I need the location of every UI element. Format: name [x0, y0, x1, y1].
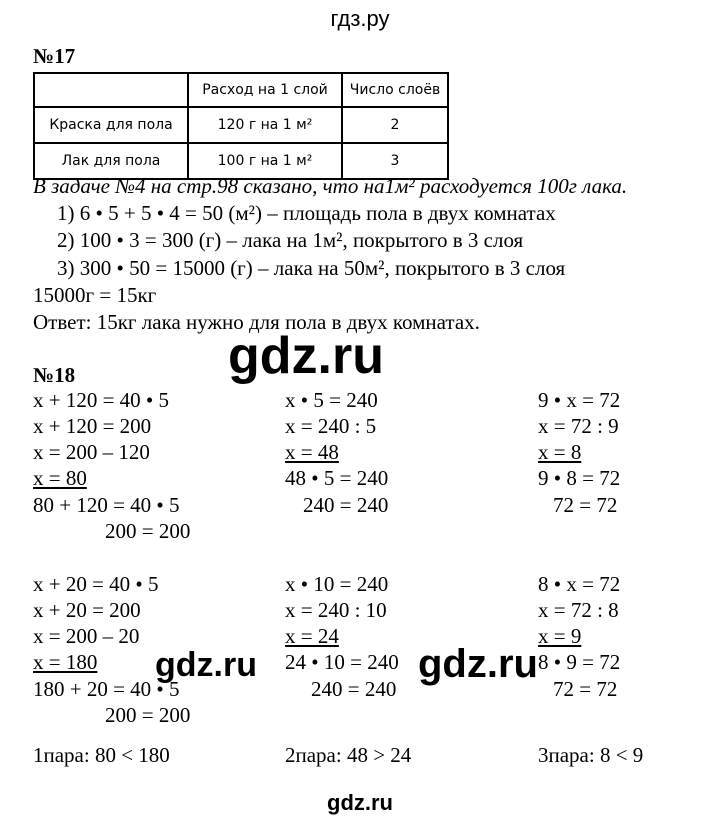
site-footer: gdz.ru — [327, 790, 393, 815]
equation-check: 240 = 240 — [311, 677, 397, 701]
consumption-table — [33, 72, 449, 180]
equation-root: x = 24 — [285, 624, 339, 648]
equation-line: x • 5 = 240 — [285, 388, 378, 412]
equation-line: x = 240 : 10 — [285, 598, 387, 622]
equation-line: x + 120 = 40 • 5 — [33, 388, 170, 412]
table-header-cell: Число слоёв — [342, 73, 448, 107]
equation-line: x = 72 : 9 — [538, 414, 619, 438]
task-18-number: №18 — [33, 363, 76, 387]
equation-line: x = 72 : 8 — [538, 598, 619, 622]
watermark-right: gdz.ru — [418, 642, 538, 686]
table-header-row — [34, 73, 448, 107]
equation-check: 200 = 200 — [105, 519, 191, 543]
pair-comparison: 2пара: 48 > 24 — [285, 743, 412, 767]
equation-line: x = 240 : 5 — [285, 414, 377, 438]
task-17-answer: Ответ: 15кг лака нужно для пола в двух комнатах. — [33, 310, 480, 334]
pair-comparison: 3пара: 8 < 9 — [538, 743, 644, 767]
table-cell: 120 г на 1 м² — [188, 107, 342, 143]
unit-conversion: 15000г = 15кг — [33, 283, 157, 307]
equation-check: 48 • 5 = 240 — [285, 466, 389, 490]
equation-root: x = 180 — [33, 650, 98, 674]
equation-check: 240 = 240 — [303, 493, 389, 517]
equation-root: x = 48 — [285, 440, 339, 464]
task-17-note: В задаче №4 на стр.98 сказано, что на1м² расходуется 100г лака. — [33, 174, 628, 198]
equation-check: 9 • 8 = 72 — [538, 466, 621, 490]
equation-root: x = 9 — [538, 624, 582, 648]
equation-line: 9 • x = 72 — [538, 388, 621, 412]
equation-line: x = 200 – 20 — [33, 624, 140, 648]
equation-line: x + 20 = 200 — [33, 598, 141, 622]
equation-line: x = 200 – 120 — [33, 440, 150, 464]
equation-check: 8 • 9 = 72 — [538, 650, 621, 674]
watermark-main: gdz.ru — [228, 327, 384, 385]
equation-root: x = 80 — [33, 466, 87, 490]
equation-check: 72 = 72 — [553, 493, 618, 517]
table-header-cell: Расход на 1 слой — [188, 73, 342, 107]
table-cell: 100 г на 1 м² — [188, 143, 342, 179]
equation-check: 80 + 120 = 40 • 5 — [33, 493, 180, 517]
equation-line: 8 • x = 72 — [538, 572, 621, 596]
table-cell: 3 — [342, 143, 448, 179]
equation-line: x + 20 = 40 • 5 — [33, 572, 159, 596]
equation-check: 24 • 10 = 240 — [285, 650, 399, 674]
watermark-left: gdz.ru — [155, 646, 257, 684]
table-cell: Краска для пола — [34, 107, 188, 143]
equation-check: 180 + 20 = 40 • 5 — [33, 677, 180, 701]
task-17-number: №17 — [33, 44, 76, 68]
site-header: гдз.ру — [330, 6, 390, 31]
equation-root: x = 8 — [538, 440, 582, 464]
equation-check: 200 = 200 — [105, 703, 191, 727]
solution-step: 3) 300 • 50 = 15000 (г) – лака на 50м², покрытого в 3 слоя — [57, 256, 566, 280]
equation-check: 72 = 72 — [553, 677, 618, 701]
table-row — [34, 107, 448, 143]
equation-line: x + 120 = 200 — [33, 414, 152, 438]
table-cell: 2 — [342, 107, 448, 143]
equation-line: x • 10 = 240 — [285, 572, 389, 596]
solution-step: 2) 100 • 3 = 300 (г) – лака на 1м², покрытого в 3 слоя — [57, 228, 524, 252]
pair-comparison: 1пара: 80 < 180 — [33, 743, 170, 767]
solution-step: 1) 6 • 5 + 5 • 4 = 50 (м²) – площадь пола в двух комнатах — [57, 201, 556, 225]
table-header-cell — [34, 73, 188, 107]
table-cell: Лак для пола — [34, 143, 188, 179]
